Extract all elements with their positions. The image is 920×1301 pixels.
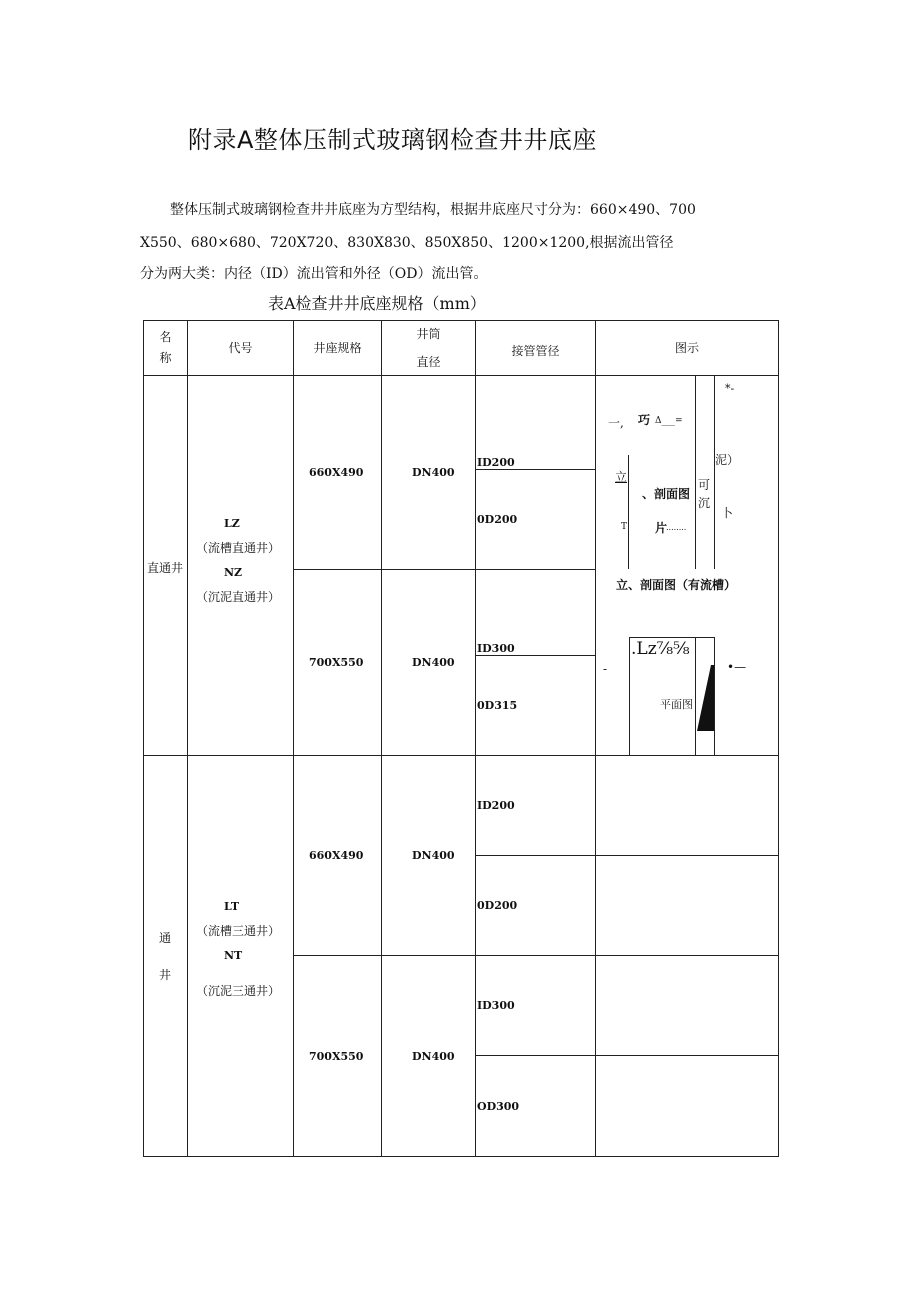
barrel-diameter: DN400 — [412, 849, 455, 862]
group-desc-a: （流槽三通井） — [196, 924, 281, 938]
table-hline — [475, 469, 595, 470]
figure1-text: 片 — [655, 521, 668, 535]
figure2-text: 平面图 — [660, 698, 693, 711]
figure-line — [695, 375, 696, 569]
figure1-text: ........ — [666, 523, 687, 532]
table-caption: 表A检查井井底座规格（mm） — [268, 294, 486, 313]
header-barrel-1: 井筒 — [416, 327, 441, 341]
pipe-size: 0D315 — [477, 699, 518, 712]
figure1-text: Δ___= — [655, 416, 683, 426]
figure2-title: 立、剖面图（有流槽） — [616, 578, 737, 592]
header-name-2: 称 — [159, 351, 172, 365]
intro-line-1: 整体压制式玻璃钢检查井井底座为方型结构，根据井底座尺寸分为：660×490、700 — [170, 202, 696, 218]
table-vline — [381, 321, 382, 1156]
group-name-1: 通 — [159, 931, 172, 945]
group-code-a: LZ — [224, 517, 240, 530]
figure2-slash-shape — [695, 661, 715, 733]
table-vline — [293, 321, 294, 1156]
barrel-diameter: DN400 — [412, 466, 455, 479]
figure1-text: 可 — [698, 478, 711, 492]
group-code-b: NT — [224, 949, 243, 962]
figure1-text: 、剖面图 — [642, 487, 691, 501]
figure1-text: 卜 — [721, 506, 734, 520]
group-desc-b: （沉泥三通井） — [196, 984, 281, 998]
figure-line — [628, 455, 629, 569]
barrel-diameter: DN400 — [412, 1050, 455, 1063]
page-title: 附录A整体压制式玻璃钢检查井井底座 — [188, 126, 597, 154]
figure2-text: - — [603, 662, 608, 676]
pipe-size: ID300 — [477, 999, 515, 1012]
group-code-b: NZ — [224, 566, 243, 579]
table-hline — [475, 1055, 778, 1056]
barrel-diameter: DN400 — [412, 656, 455, 669]
table-vline — [595, 321, 596, 1156]
table-hline — [475, 855, 778, 856]
spec-table — [143, 320, 779, 1157]
header-figure: 图示 — [674, 341, 699, 355]
group-desc-b: （沉泥直通井） — [196, 590, 281, 604]
pipe-size: ID300 — [477, 642, 515, 655]
table-hline — [144, 755, 778, 756]
figure-line — [629, 637, 715, 638]
pipe-size: ID200 — [477, 799, 515, 812]
figure1-text: *- — [725, 382, 735, 395]
table-vline — [475, 321, 476, 1156]
header-name-1: 名 — [159, 330, 172, 344]
seat-spec: 660X490 — [309, 849, 364, 862]
seat-spec: 700X550 — [309, 1050, 364, 1063]
group-desc-a: （流槽直通井） — [196, 541, 281, 555]
table-hline — [595, 955, 778, 956]
figure2-text: •— — [727, 660, 747, 674]
figure-line — [714, 375, 715, 569]
table-vline — [187, 321, 188, 1156]
group-name-2: 井 — [159, 968, 172, 982]
figure1-text: T — [621, 522, 628, 532]
figure2-text: .Lz⅞⅝ — [631, 639, 690, 659]
pipe-size: 0D200 — [477, 513, 518, 526]
seat-spec: 660X490 — [309, 466, 364, 479]
header-code: 代号 — [228, 341, 253, 355]
pipe-size: OD300 — [477, 1100, 520, 1113]
group-code-a: LT — [224, 900, 240, 913]
table-hline — [293, 569, 595, 570]
pipe-size: ID200 — [477, 456, 515, 469]
intro-line-3: 分为两大类：内径（ID）流出管和外径（OD）流出管。 — [140, 266, 488, 282]
header-seat: 井座规格 — [313, 341, 362, 355]
table-hline — [293, 955, 595, 956]
header-barrel-2: 直径 — [416, 355, 441, 369]
figure1-text: 巧 — [638, 413, 651, 427]
table-hline — [144, 375, 778, 376]
header-pipe: 接管管径 — [511, 344, 560, 358]
group-name: 直通井 — [147, 561, 184, 575]
figure-line — [629, 637, 630, 755]
seat-spec: 700X550 — [309, 656, 364, 669]
pipe-size: 0D200 — [477, 899, 518, 912]
figure1-text: 立 — [615, 470, 628, 484]
figure1-text: 泥） — [715, 453, 740, 467]
intro-line-2: X550、680×680、720X720、830X830、850X850、1200×1200,根据流出管径 — [140, 235, 674, 251]
figure1-text: 一, — [608, 416, 624, 430]
figure1-text: 沉 — [698, 496, 711, 510]
table-hline — [475, 655, 595, 656]
